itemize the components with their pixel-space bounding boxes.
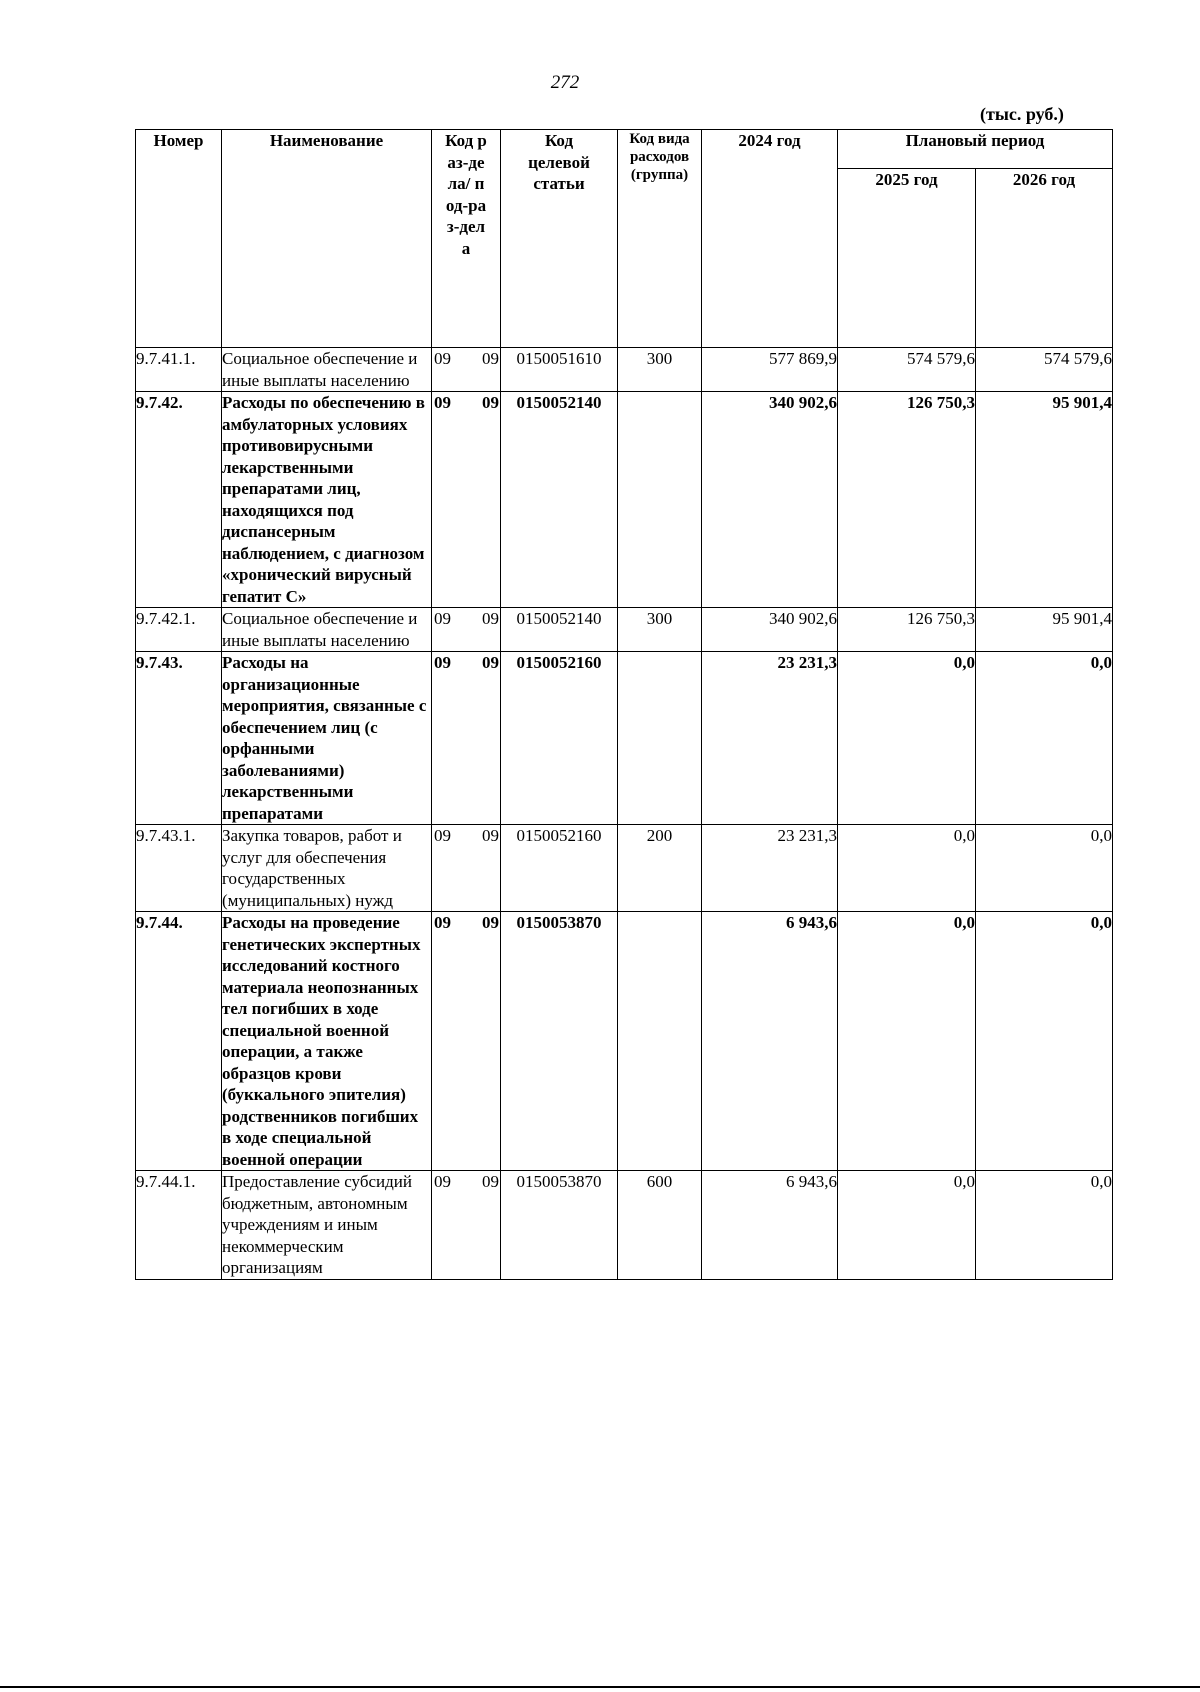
row-section bbox=[432, 652, 501, 825]
row-target-code: 0150053870 bbox=[501, 912, 618, 1171]
row-value-2026: 0,0 bbox=[976, 1171, 1113, 1280]
row-name: Расходы на организационные мероприятия, связанные с обеспечением лиц (с орфанными заболеваниями) лекарственными препаратами bbox=[222, 652, 432, 825]
row-value-2026: 0,0 bbox=[976, 652, 1113, 825]
row-subsection-code: 09 bbox=[482, 1172, 499, 1191]
row-number: 9.7.42.1. bbox=[136, 608, 222, 652]
row-expense-type: 200 bbox=[618, 825, 702, 912]
row-section bbox=[432, 608, 501, 652]
row-subsection-code: 09 bbox=[482, 609, 499, 628]
row-subsection-code: 09 bbox=[482, 913, 499, 932]
row-section-code: 09 bbox=[434, 913, 451, 932]
header-2025: 2025 год bbox=[838, 169, 976, 348]
table-row bbox=[136, 608, 1113, 652]
header-section bbox=[432, 130, 501, 348]
header-target bbox=[501, 130, 618, 348]
row-expense-type bbox=[618, 912, 702, 1171]
row-value-2024: 340 902,6 bbox=[702, 608, 838, 652]
row-section bbox=[432, 825, 501, 912]
header-name: Наименование bbox=[222, 130, 432, 348]
row-expense-type: 600 bbox=[618, 1171, 702, 1280]
header-target-text: Код целевой статьи bbox=[528, 131, 590, 193]
header-number: Номер bbox=[136, 130, 222, 348]
header-expense-type bbox=[618, 130, 702, 348]
row-name: Социальное обеспечение и иные выплаты населению bbox=[222, 348, 432, 392]
row-section-code: 09 bbox=[434, 1172, 451, 1191]
row-name: Социальное обеспечение и иные выплаты населению bbox=[222, 608, 432, 652]
row-number: 9.7.41.1. bbox=[136, 348, 222, 392]
row-value-2026: 0,0 bbox=[976, 912, 1113, 1171]
row-section-code: 09 bbox=[434, 653, 451, 672]
row-target-code: 0150052140 bbox=[501, 608, 618, 652]
header-planned-period: Плановый период bbox=[838, 130, 1113, 169]
row-value-2025: 0,0 bbox=[838, 1171, 976, 1280]
row-section-code: 09 bbox=[434, 393, 451, 412]
row-target-code: 0150053870 bbox=[501, 1171, 618, 1280]
header-expense-type-text: Код вида расходов (группа) bbox=[629, 131, 690, 183]
header-section-text: Код раз-дела/ под-раз-дела bbox=[445, 131, 487, 258]
row-section bbox=[432, 348, 501, 392]
row-section-code: 09 bbox=[434, 609, 451, 628]
header-row-top bbox=[136, 130, 1113, 169]
row-value-2025: 0,0 bbox=[838, 912, 976, 1171]
row-value-2026: 95 901,4 bbox=[976, 392, 1113, 608]
row-value-2026: 0,0 bbox=[976, 825, 1113, 912]
row-number: 9.7.43.1. bbox=[136, 825, 222, 912]
row-value-2025: 0,0 bbox=[838, 652, 976, 825]
row-value-2024: 6 943,6 bbox=[702, 912, 838, 1171]
row-section-code: 09 bbox=[434, 349, 451, 368]
table-row bbox=[136, 348, 1113, 392]
row-subsection-code: 09 bbox=[482, 393, 499, 412]
table-body bbox=[136, 348, 1113, 1280]
bottom-scan-line bbox=[0, 1686, 1200, 1688]
row-section bbox=[432, 912, 501, 1171]
table-row bbox=[136, 825, 1113, 912]
row-expense-type bbox=[618, 652, 702, 825]
row-number: 9.7.44.1. bbox=[136, 1171, 222, 1280]
row-section bbox=[432, 1171, 501, 1280]
row-section bbox=[432, 392, 501, 608]
row-name: Закупка товаров, работ и услуг для обеспечения государственных (муниципальных) нужд bbox=[222, 825, 432, 912]
row-subsection-code: 09 bbox=[482, 349, 499, 368]
budget-table bbox=[135, 129, 1113, 1280]
table-row bbox=[136, 1171, 1113, 1280]
row-name: Расходы по обеспечению в амбулаторных условиях противовирусными лекарственными препаратами лиц, находящихся под диспансерным наблюдением, с диагнозом «хронический вирусный гепатит С» bbox=[222, 392, 432, 608]
row-value-2024: 23 231,3 bbox=[702, 652, 838, 825]
header-2026: 2026 год bbox=[976, 169, 1113, 348]
row-target-code: 0150052140 bbox=[501, 392, 618, 608]
row-value-2024: 577 869,9 bbox=[702, 348, 838, 392]
row-value-2026: 95 901,4 bbox=[976, 608, 1113, 652]
row-value-2026: 574 579,6 bbox=[976, 348, 1113, 392]
row-subsection-code: 09 bbox=[482, 826, 499, 845]
row-value-2025: 574 579,6 bbox=[838, 348, 976, 392]
table-row bbox=[136, 392, 1113, 608]
header-2024: 2024 год bbox=[702, 130, 838, 348]
row-expense-type bbox=[618, 392, 702, 608]
row-name: Расходы на проведение генетических экспертных исследований костного материала неопознанных тел погибших в ходе специальной военной операции, а также образцов крови (буккального эпителия) родственников погибших в ходе специальной военной операции bbox=[222, 912, 432, 1171]
row-section-code: 09 bbox=[434, 826, 451, 845]
row-expense-type: 300 bbox=[618, 608, 702, 652]
row-target-code: 0150052160 bbox=[501, 652, 618, 825]
row-name: Предоставление субсидий бюджетным, автономным учреждениям и иным некоммерческим организациям bbox=[222, 1171, 432, 1280]
row-value-2025: 126 750,3 bbox=[838, 392, 976, 608]
table-row bbox=[136, 652, 1113, 825]
row-target-code: 0150051610 bbox=[501, 348, 618, 392]
row-target-code: 0150052160 bbox=[501, 825, 618, 912]
row-value-2025: 0,0 bbox=[838, 825, 976, 912]
row-value-2024: 340 902,6 bbox=[702, 392, 838, 608]
units-label: (тыс. руб.) bbox=[980, 104, 1064, 124]
row-value-2024: 6 943,6 bbox=[702, 1171, 838, 1280]
row-value-2025: 126 750,3 bbox=[838, 608, 976, 652]
row-number: 9.7.44. bbox=[136, 912, 222, 1171]
row-value-2024: 23 231,3 bbox=[702, 825, 838, 912]
table-row bbox=[136, 912, 1113, 1171]
row-number: 9.7.42. bbox=[136, 392, 222, 608]
row-number: 9.7.43. bbox=[136, 652, 222, 825]
page-number: 272 bbox=[550, 72, 580, 93]
row-expense-type: 300 bbox=[618, 348, 702, 392]
row-subsection-code: 09 bbox=[482, 653, 499, 672]
